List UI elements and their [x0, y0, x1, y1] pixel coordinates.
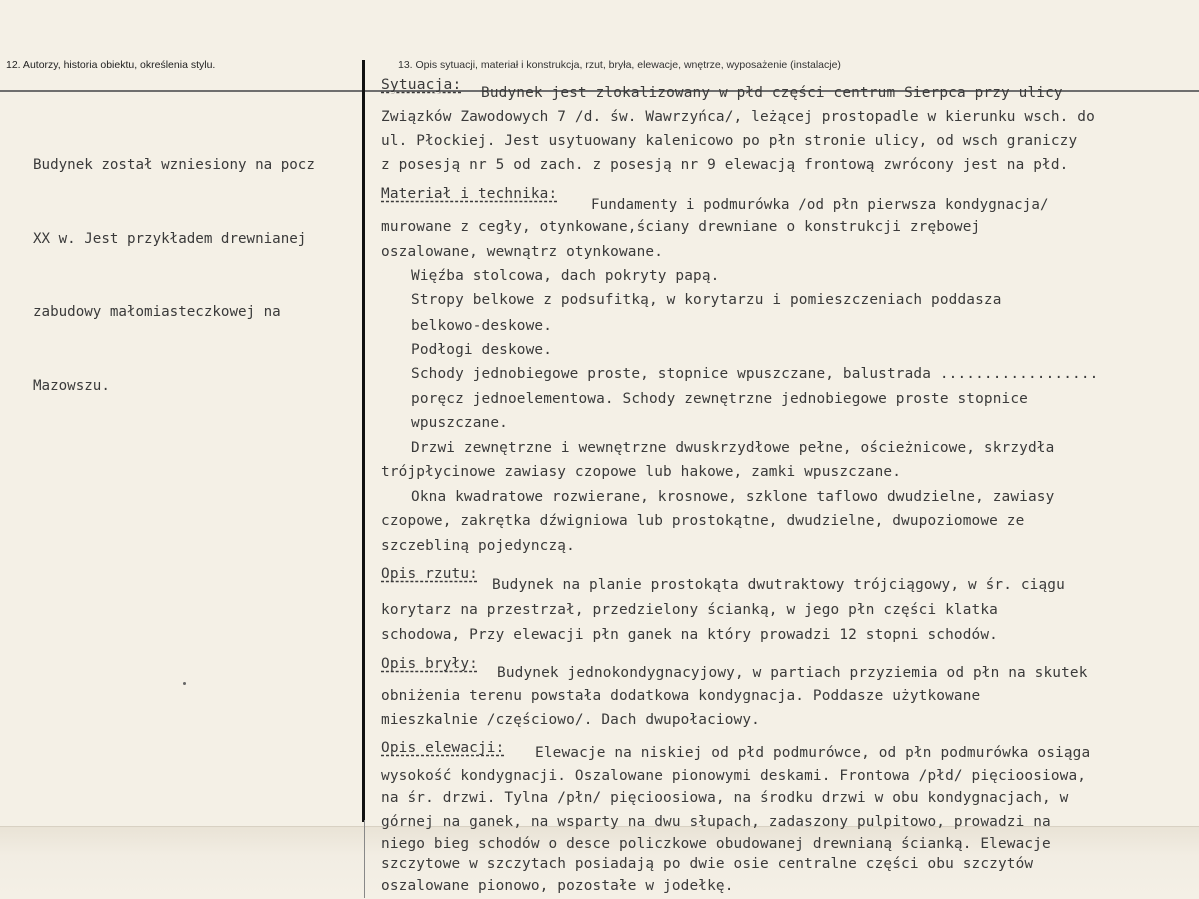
material-line: wpuszczane. — [411, 415, 508, 431]
material-line: oszalowane, wewnątrz otynkowane. — [381, 244, 664, 260]
material-line: Fundamenty i podmurówka /od płn pierwsza kondygnacja/ — [591, 197, 1049, 213]
history-text — [33, 104, 363, 447]
history-line: zabudowy małomiasteczkowej na — [33, 304, 281, 320]
section-13-header: 13. Opis sytuacji, materiał i konstrukcja, rzut, bryła, elewacje, wnętrze, wyposażenie (instalacje) — [398, 59, 841, 71]
elewacji-line: Elewacje na niskiej od płd podmurówce, od płn podmurówka osiąga — [535, 745, 1091, 761]
bryla-line: mieszkalnie /częściowo/. Dach dwupołaciowy. — [381, 712, 760, 728]
bryla-line: obniżenia terenu powstała dodatkowa kondygnacja. Poddasze użytkowane — [381, 688, 981, 704]
material-line: murowane z cegły, otynkowane,ściany drewniane o konstrukcji zrębowej — [381, 219, 981, 235]
elewacji-line: niego bieg schodów o desce policzkowe obudowanej drewnianą ścianką. Elewacje — [381, 836, 1051, 852]
sytuacja-line: ul. Płockiej. Jest usytuowany kalenicowo po płn stronie ulicy, od wsch graniczy — [381, 133, 1078, 149]
sytuacja-heading: Sytuacja: — [381, 76, 462, 93]
bryla-line: Budynek jednokondygnacyjowy, w partiach przyziemia od płn na skutek — [497, 665, 1088, 681]
section-12-header: 12. Autorzy, historia obiektu, określenia stylu. — [6, 59, 216, 71]
elewacji-line: szczytowe w szczytach posiadają po dwie osie centralne części obu szczytów — [381, 856, 1034, 872]
material-line: belkowo-deskowe. — [411, 318, 553, 334]
material-line: Drzwi zewnętrzne i wewnętrzne dwuskrzydłowe pełne, ościeżnicowe, skrzydła — [411, 440, 1055, 456]
material-line: szczebliną pojedynczą. — [381, 538, 575, 554]
sytuacja-line: Związków Zawodowych 7 /d. św. Wawrzyńca/, leżącej prostopadle w kierunku wsch. do — [381, 109, 1095, 125]
material-heading: Materiał i technika: — [381, 186, 558, 202]
material-line: Okna kwadratowe rozwierane, krosnowe, szklone taflowo dwudzielne, zawiasy — [411, 489, 1055, 505]
material-line: Podłogi deskowe. — [411, 342, 553, 358]
elewacji-line: oszalowane pionowo, pozostałe w jodełkę. — [381, 878, 734, 894]
rzut-line: korytarz na przestrzał, przedzielony ścianką, w jego płn części klatka — [381, 602, 998, 618]
history-line: Budynek został wzniesiony na pocz — [33, 157, 315, 173]
margin-dot — [183, 682, 186, 685]
sytuacja-line: Budynek jest zlokalizowany w płd części centrum Sierpca przy ulicy — [481, 85, 1063, 101]
material-line: Więźba stolcowa, dach pokryty papą. — [411, 268, 720, 284]
elewacji-line: na śr. drzwi. Tylna /płn/ pięcioosiowa, na środku drzwi w obu kondygnacjach, w — [381, 790, 1069, 806]
elewacji-heading: Opis elewacji: — [381, 740, 505, 756]
material-line: trójpłycinowe zawiasy czopowe lub hakowe, zamki wpuszczane. — [381, 464, 902, 480]
material-line: Schody jednobiegowe proste, stopnice wpuszczane, balustrada .................. — [411, 366, 1099, 382]
sytuacja-line: z posesją nr 5 od zach. z posesją nr 9 elewacją frontową zwrócony jest na płd. — [381, 157, 1069, 173]
column-divider-lower — [364, 820, 365, 898]
elewacji-line: górnej na ganek, na wsparty na dwu słupach, zadaszony pulpitowo, prowadzi na — [381, 814, 1051, 830]
material-line: Stropy belkowe z podsufitką, w korytarzu i pomieszczeniach poddasza — [411, 292, 1002, 308]
rzut-line: schodowa, Przy elewacji płn ganek na który prowadzi 12 stopni schodów. — [381, 627, 998, 643]
history-line: XX w. Jest przykładem drewnianej — [33, 230, 307, 247]
material-line: czopowe, zakrętka dźwigniowa lub prostokątne, dwudzielne, dwupoziomowe ze — [381, 513, 1025, 529]
rzut-heading: Opis rzutu: — [381, 566, 478, 582]
elewacji-line: wysokość kondygnacji. Oszalowane pionowymi deskami. Frontowa /płd/ pięcioosiowa, — [381, 768, 1087, 784]
history-line: Mazowszu. — [33, 377, 110, 394]
material-line: poręcz jednoelementowa. Schody zewnętrzne jednobiegowe proste stopnice — [411, 391, 1028, 407]
bryla-heading: Opis bryły: — [381, 656, 478, 672]
rzut-line: Budynek na planie prostokąta dwutraktowy trójciągowy, w śr. ciągu — [492, 577, 1065, 593]
